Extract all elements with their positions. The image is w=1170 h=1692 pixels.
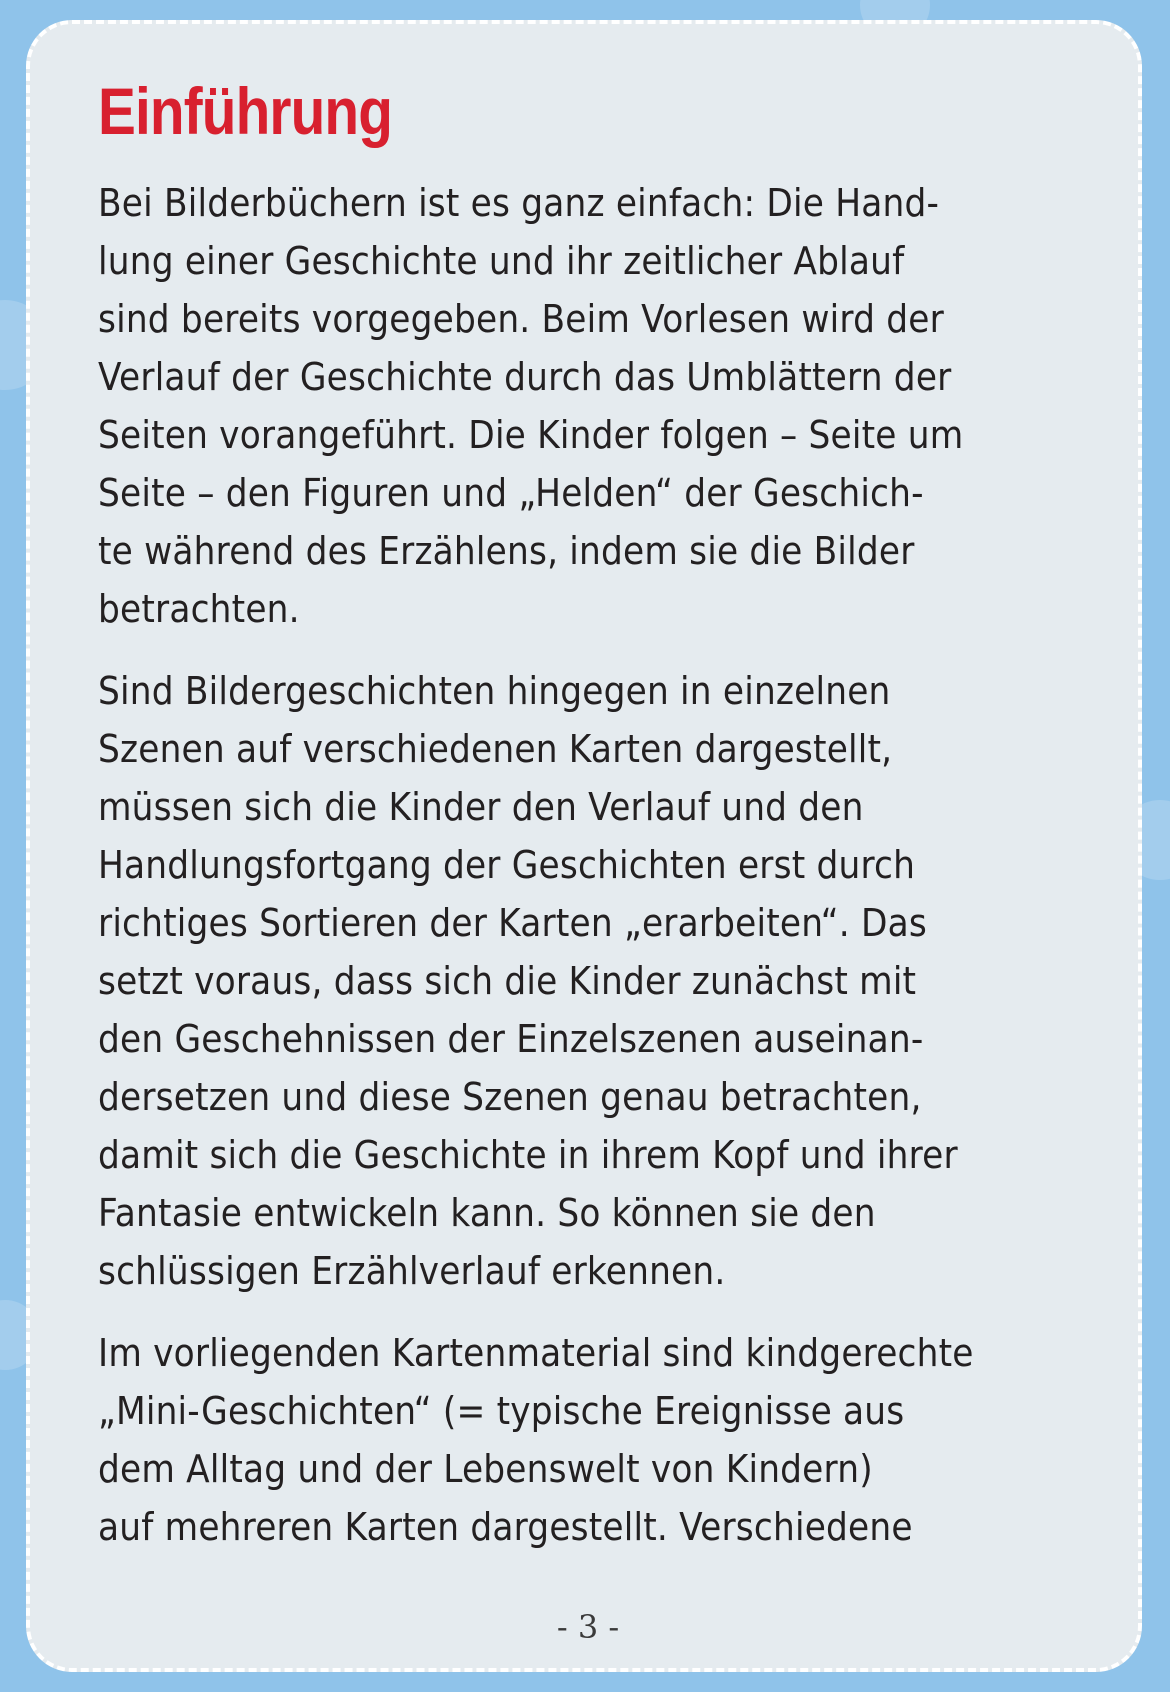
text-line: dem Alltag und der Lebenswelt von Kindern) (98, 1447, 873, 1491)
text-line: müssen sich die Kinder den Verlauf und den (98, 785, 864, 829)
text-line: Fantasie entwickeln kann. So können sie den (98, 1191, 876, 1235)
text-line: Seite – den Figuren und „Helden“ der Geschich- (98, 471, 924, 515)
text-line: richtiges Sortieren der Karten „erarbeiten“. Das (98, 901, 927, 945)
page-title: Einführung (98, 74, 393, 148)
paragraph-1 (98, 174, 1158, 638)
text-line: te während des Erzählens, indem sie die Bilder (98, 529, 915, 573)
page-number: - 3 - (556, 1608, 620, 1646)
text-line: Seiten vorangeführt. Die Kinder folgen – Seite um (98, 413, 964, 457)
text-line: Szenen auf verschiedenen Karten dargestellt, (98, 727, 893, 771)
content-card (26, 20, 1142, 1672)
text-line: auf mehreren Karten dargestellt. Verschiedene (98, 1505, 913, 1549)
paragraph-2 (98, 662, 1158, 1300)
text-line: den Geschehnissen der Einzelszenen auseinan- (98, 1017, 924, 1061)
text-line: dersetzen und diese Szenen genau betrachten, (98, 1075, 922, 1119)
text-line: Handlungsfortgang der Geschichten erst durch (98, 843, 916, 887)
body-text (98, 174, 1158, 1580)
text-line: damit sich die Geschichte in ihrem Kopf und ihrer (98, 1133, 958, 1177)
text-line: „Mini-Geschichten“ (= typische Ereignisse aus (98, 1389, 905, 1433)
text-line: lung einer Geschichte und ihr zeitlicher Ablauf (98, 239, 905, 283)
text-line: schlüssigen Erzählverlauf erkennen. (98, 1249, 726, 1293)
text-line: Bei Bilderbüchern ist es ganz einfach: Die Hand- (98, 181, 940, 225)
text-line: Verlauf der Geschichte durch das Umblättern der (98, 355, 952, 399)
text-line: betrachten. (98, 587, 300, 631)
paragraph-3 (98, 1324, 1158, 1556)
text-line: Sind Bildergeschichten hingegen in einzelnen (98, 669, 891, 713)
text-line: sind bereits vorgegeben. Beim Vorlesen wird der (98, 297, 944, 341)
text-line: Im vorliegenden Kartenmaterial sind kindgerechte (98, 1331, 974, 1375)
text-line: setzt voraus, dass sich die Kinder zunächst mit (98, 959, 917, 1003)
